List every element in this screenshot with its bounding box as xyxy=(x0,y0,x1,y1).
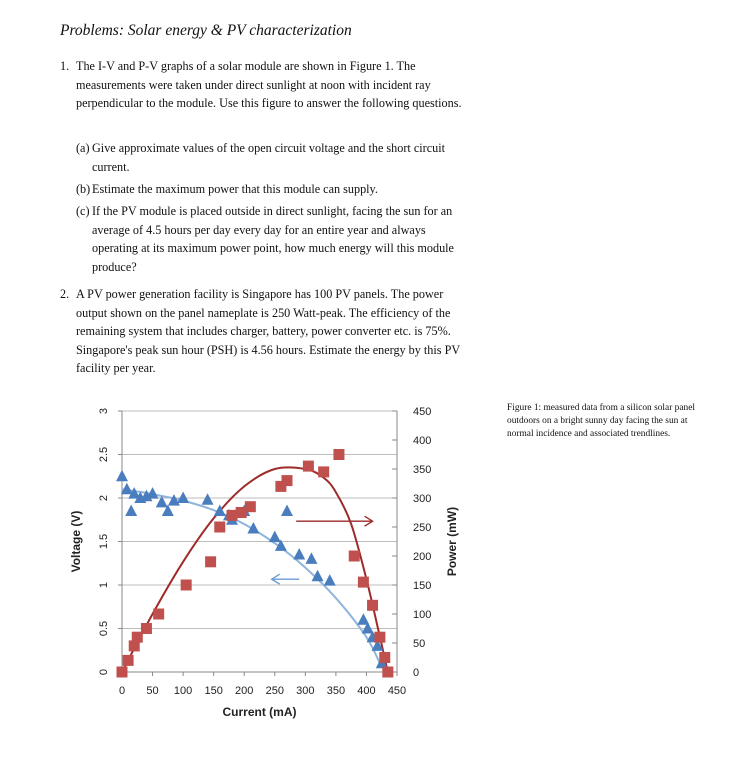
voltage-point xyxy=(281,505,293,517)
power-point xyxy=(379,652,390,663)
power-point xyxy=(214,522,225,533)
question-1c-label: (c) xyxy=(76,204,90,218)
x-tick-label: 150 xyxy=(204,685,223,697)
problem-1-text: The I-V and P-V graphs of a solar module are shown in Figure 1. The measurements were taken under direct sunlight at noon with incident ray perpendicular to the module. Use this figure to answer the following questions. xyxy=(76,59,462,111)
problem-1-number: 1. xyxy=(60,59,70,73)
y-axis-right-title: Power (mW) xyxy=(445,506,459,577)
power-point xyxy=(374,632,385,643)
power-point xyxy=(367,600,378,611)
y-left-tick-label: 0 xyxy=(98,668,110,676)
y-right-tick-label: 0 xyxy=(413,667,420,679)
y-left-tick-label: 1 xyxy=(98,581,110,589)
figure-caption: Figure 1: measured data from a silicon solar panel outdoors on a bright sunny day facing the sun at normal incidence and associated trendlines. xyxy=(507,403,695,440)
voltage-point xyxy=(305,552,317,564)
power-point xyxy=(333,449,344,460)
y-right-tick-label: 400 xyxy=(413,435,432,447)
power-point xyxy=(205,556,216,567)
y-right-tick-label: 200 xyxy=(413,551,432,563)
page-title: Problems: Solar energy & PV characterization xyxy=(60,22,352,39)
power-point xyxy=(349,551,360,562)
y-right-tick-label: 300 xyxy=(413,493,432,505)
power-point xyxy=(181,580,192,591)
voltage-point xyxy=(125,505,137,517)
y-left-tick-label: 3 xyxy=(98,407,110,415)
y-right-tick-label: 100 xyxy=(413,609,432,621)
voltage-point xyxy=(177,492,189,504)
y-left-tick-label: 1.5 xyxy=(98,533,110,550)
voltage-trend-line xyxy=(122,489,382,667)
voltage-point xyxy=(269,531,281,543)
x-tick-label: 350 xyxy=(326,685,346,697)
question-1a-label: (a) xyxy=(76,141,90,155)
power-point xyxy=(245,501,256,512)
x-tick-label: 50 xyxy=(146,685,159,697)
y-left-tick-label: 2.5 xyxy=(98,446,110,463)
x-tick-label: 450 xyxy=(387,685,407,697)
y-right-tick-label: 450 xyxy=(413,406,432,418)
y-right-tick-label: 50 xyxy=(413,638,426,650)
x-tick-label: 0 xyxy=(118,685,126,697)
power-point xyxy=(123,655,134,666)
y-right-tick-label: 250 xyxy=(413,522,432,534)
voltage-point xyxy=(324,574,336,586)
problem-2-number: 2. xyxy=(60,287,70,301)
power-point xyxy=(117,667,128,678)
question-1b-label: (b) xyxy=(76,182,91,196)
y-axis-left-title: Voltage (V) xyxy=(69,510,83,573)
x-tick-label: 100 xyxy=(173,685,193,697)
x-axis-title: Current (mA) xyxy=(222,705,297,719)
y-left-tick-label: 0.5 xyxy=(98,620,110,637)
voltage-point xyxy=(202,493,214,505)
question-1a-text: Give approximate values of the open circuit voltage and the short circuit current. xyxy=(92,141,445,174)
power-point xyxy=(282,475,293,486)
y-right-tick-label: 350 xyxy=(413,464,432,476)
power-point xyxy=(153,609,164,620)
power-point xyxy=(318,466,329,477)
x-tick-label: 400 xyxy=(357,685,376,697)
x-tick-label: 250 xyxy=(265,685,284,697)
x-tick-label: 200 xyxy=(235,685,254,697)
voltage-point xyxy=(293,548,305,560)
x-tick-label: 300 xyxy=(296,685,315,697)
power-point xyxy=(358,577,369,588)
power-point xyxy=(141,623,152,634)
y-left-tick-label: 2 xyxy=(98,494,110,502)
power-point xyxy=(303,461,314,472)
power-point xyxy=(382,667,393,678)
problem-2-text: A PV power generation facility is Singapore has 100 PV panels. The power output shown on the panel nameplate is 250 Watt-peak. The efficiency of the remaining system that includes charger, battery, power converter etc. is 75%. Singapore's peak sun hour (PSH) is 4.56 hours. Estimate the energy by this PV facility per year. xyxy=(76,287,460,376)
voltage-point xyxy=(116,470,128,482)
y-right-tick-label: 150 xyxy=(413,580,432,592)
question-1c-text: If the PV module is placed outside in direct sunlight, facing the sun for an average of 4.5 hours per day every day for an entire year and always operating at its maximum power point, how much energy will this module produce? xyxy=(92,204,454,274)
question-1b-text: Estimate the maximum power that this module can supply. xyxy=(92,182,378,196)
